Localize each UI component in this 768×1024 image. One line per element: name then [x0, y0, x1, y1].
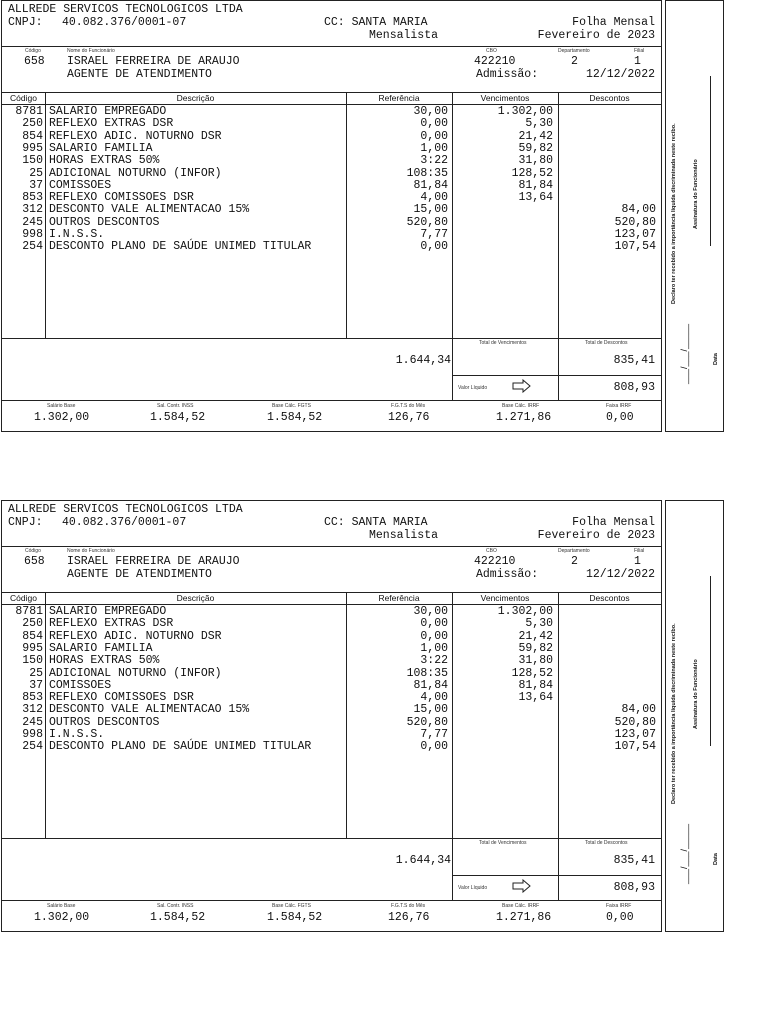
row-desc-cell: OUTROS DESCONTOS: [49, 715, 160, 729]
row-ref-cell: 0,00: [420, 129, 448, 143]
doc-type: Folha Mensal: [572, 516, 655, 529]
row-ref-cell: 81,84: [413, 678, 448, 692]
receipt-stub: [665, 0, 724, 432]
row-desc-cell: I.N.S.S.: [49, 228, 105, 241]
row-desc-cell: SALARIO FAMILIA: [49, 641, 153, 655]
row-ref-cell: 30,00: [413, 105, 448, 118]
fgts-base-label: Base Cálc. FGTS: [272, 403, 311, 409]
row-ref-cell: 3:22: [420, 654, 448, 668]
cnpj-label: CNPJ:: [8, 516, 43, 529]
row-ref-cell: 4,00: [420, 691, 448, 705]
total-deductions-value: 835,41: [613, 354, 655, 367]
row-ded-cell: 84,00: [621, 203, 656, 217]
irrf-range-label: Faixa IRRF: [606, 903, 632, 909]
inss-label: Sal. Contr. INSS: [157, 403, 194, 409]
row-earn-cell: 5,30: [525, 117, 553, 131]
fgts-base-label: Base Cálc. FGTS: [272, 903, 311, 909]
branch-value: 1: [634, 555, 641, 568]
row-ref-cell: 0,00: [420, 617, 448, 631]
row-desc-cell: ADICIONAL NOTURNO (INFOR): [49, 666, 222, 680]
row-earn-cell: 59,82: [518, 141, 553, 155]
col-earn-header: Vencimentos: [480, 93, 530, 103]
fgts-base-value: 1.584,52: [267, 911, 323, 924]
col-desc-header: Descrição: [176, 93, 215, 103]
col-code-header: Código: [10, 93, 37, 103]
row-ded-cell: 107,54: [614, 240, 656, 254]
cost-center: CC: SANTA MARIA: [324, 16, 428, 29]
row-desc-cell: REFLEXO COMISSOES DSR: [49, 691, 194, 705]
row-ref-cell: 1,00: [420, 641, 448, 655]
signature-label: Assinatura do Funcionário: [693, 159, 699, 229]
row-code-cell: 312: [22, 703, 43, 717]
col-ded-header: Descontos: [589, 593, 630, 603]
total-earnings-value: 1.644,34: [395, 354, 451, 367]
row-earn-cell: 13,64: [518, 691, 553, 705]
row-earn-cell: 5,30: [525, 617, 553, 631]
row-ref-cell: 15,00: [413, 203, 448, 217]
irrf-base-label: Base Cálc. IRRF: [502, 403, 540, 409]
payslip-1: [0, 0, 768, 432]
total-deductions-label: Total de Descontos: [585, 840, 628, 846]
row-desc-cell: DESCONTO VALE ALIMENTACAO 15%: [49, 703, 250, 717]
total-earnings-label: Total de Vencimentos: [479, 840, 527, 846]
row-code-cell: 150: [22, 154, 43, 168]
row-code-cell: 854: [22, 129, 43, 143]
receipt-stub: [665, 500, 724, 932]
total-deductions-label: Total de Descontos: [585, 340, 628, 346]
row-code-cell: 37: [29, 678, 43, 692]
row-desc-cell: DESCONTO PLANO DE SAÚDE UNIMED TITULAR: [49, 240, 312, 254]
row-desc-cell: SALARIO EMPREGADO: [49, 105, 167, 118]
code-label: Código: [25, 48, 41, 54]
col-earn-header: Vencimentos: [480, 593, 530, 603]
row-code-cell: 8781: [15, 105, 43, 118]
cbo-value: 422210: [474, 55, 516, 68]
row-ref-cell: 7,77: [420, 728, 448, 741]
row-earn-cell: 31,80: [518, 154, 553, 168]
fgts-month-value: 126,76: [388, 411, 430, 424]
row-code-cell: 245: [22, 215, 43, 229]
row-code-cell: 250: [22, 617, 43, 631]
row-earn-cell: 128,52: [511, 666, 553, 680]
fgts-month-label: F.G.T.S do Mês: [391, 403, 426, 409]
col-desc-header: Descrição: [176, 593, 215, 603]
doc-type: Folha Mensal: [572, 16, 655, 29]
branch-value: 1: [634, 55, 641, 68]
cnpj-value: 40.082.376/0001-07: [62, 16, 187, 29]
row-earn-cell: 21,42: [518, 129, 553, 143]
company-name: ALLREDE SERVICOS TECNOLOGICOS LTDA: [8, 503, 243, 516]
net-label: Valor Líquido: [458, 885, 488, 891]
total-earnings-value: 1.644,34: [395, 854, 451, 867]
employee-name: ISRAEL FERREIRA DE ARAUJO: [67, 555, 240, 568]
date-placeholder: ___/___/_____: [679, 823, 689, 884]
row-earn-cell: 21,42: [518, 629, 553, 643]
date-label: Data: [713, 853, 719, 865]
row-code-cell: 150: [22, 654, 43, 668]
branch-label: Filial: [634, 48, 645, 54]
admission-date: 12/12/2022: [585, 68, 655, 81]
row-code-cell: 37: [29, 178, 43, 192]
dept-value: 2: [571, 55, 578, 68]
row-desc-cell: REFLEXO EXTRAS DSR: [49, 617, 174, 631]
row-ref-cell: 0,00: [420, 117, 448, 131]
row-ref-cell: 0,00: [420, 240, 448, 254]
row-code-cell: 25: [29, 166, 43, 180]
row-desc-cell: ADICIONAL NOTURNO (INFOR): [49, 166, 222, 180]
row-desc-cell: SALARIO FAMILIA: [49, 141, 153, 155]
row-earn-cell: 81,84: [518, 178, 553, 192]
period: Fevereiro de 2023: [537, 29, 655, 42]
row-code-cell: 853: [22, 191, 43, 205]
row-code-cell: 254: [22, 240, 43, 254]
cnpj-value: 40.082.376/0001-07: [62, 516, 187, 529]
cnpj-label: CNPJ:: [8, 16, 43, 29]
base-salary-label: Salário Base: [47, 903, 76, 909]
row-code-cell: 312: [22, 203, 43, 217]
name-label: Nome do Funcionário: [67, 48, 115, 54]
cbo-label: CBO: [486, 48, 497, 54]
arrow-right-icon: [512, 379, 532, 393]
row-desc-cell: DESCONTO PLANO DE SAÚDE UNIMED TITULAR: [49, 740, 312, 754]
admission-date: 12/12/2022: [585, 568, 655, 581]
inss-value: 1.584,52: [150, 911, 206, 924]
irrf-range-value: 0,00: [606, 911, 634, 924]
net-label: Valor Líquido: [458, 385, 488, 391]
col-ded-header: Descontos: [589, 93, 630, 103]
fgts-base-value: 1.584,52: [267, 411, 323, 424]
row-desc-cell: COMISSOES: [49, 678, 112, 692]
row-ref-cell: 4,00: [420, 191, 448, 205]
irrf-range-value: 0,00: [606, 411, 634, 424]
row-ref-cell: 520,80: [406, 715, 448, 729]
payslip-main-panel: [1, 500, 662, 932]
employee-code: 658: [24, 555, 45, 568]
cbo-value: 422210: [474, 555, 516, 568]
category: Mensalista: [369, 29, 439, 42]
base-salary-value: 1.302,00: [34, 411, 90, 424]
payslip-2: [0, 500, 768, 932]
row-desc-cell: COMISSOES: [49, 178, 112, 192]
row-ref-cell: 1,00: [420, 141, 448, 155]
net-value: 808,93: [613, 881, 655, 894]
row-code-cell: 998: [22, 728, 43, 741]
base-salary-label: Salário Base: [47, 403, 76, 409]
row-desc-cell: SALARIO EMPREGADO: [49, 605, 167, 618]
row-earn-cell: 128,52: [511, 166, 553, 180]
total-deductions-value: 835,41: [613, 854, 655, 867]
row-desc-cell: DESCONTO VALE ALIMENTACAO 15%: [49, 203, 250, 217]
row-earn-cell: 1.302,00: [497, 105, 553, 118]
col-ref-header: Referência: [378, 93, 420, 103]
row-code-cell: 995: [22, 141, 43, 155]
cost-center: CC: SANTA MARIA: [324, 516, 428, 529]
irrf-base-value: 1.271,86: [496, 411, 552, 424]
row-ref-cell: 3:22: [420, 154, 448, 168]
row-ref-cell: 15,00: [413, 703, 448, 717]
row-code-cell: 998: [22, 228, 43, 241]
row-ded-cell: 84,00: [621, 703, 656, 717]
employee-role: AGENTE DE ATENDIMENTO: [67, 68, 212, 81]
code-label: Código: [25, 548, 41, 554]
row-desc-cell: OUTROS DESCONTOS: [49, 215, 160, 229]
row-desc-cell: HORAS EXTRAS 50%: [49, 154, 160, 168]
row-code-cell: 254: [22, 740, 43, 754]
row-earn-cell: 59,82: [518, 641, 553, 655]
row-earn-cell: 13,64: [518, 191, 553, 205]
net-value: 808,93: [613, 381, 655, 394]
row-earn-cell: 1.302,00: [497, 605, 553, 618]
row-ref-cell: 108:35: [406, 666, 448, 680]
fgts-month-value: 126,76: [388, 911, 430, 924]
col-ref-header: Referência: [378, 593, 420, 603]
row-ref-cell: 108:35: [406, 166, 448, 180]
row-desc-cell: I.N.S.S.: [49, 728, 105, 741]
admission-label: Admissão:: [476, 68, 539, 81]
row-earn-cell: 81,84: [518, 678, 553, 692]
total-earnings-label: Total de Vencimentos: [479, 340, 527, 346]
row-ded-cell: 520,80: [614, 215, 656, 229]
name-label: Nome do Funcionário: [67, 548, 115, 554]
period: Fevereiro de 2023: [537, 529, 655, 542]
inss-label: Sal. Contr. INSS: [157, 903, 194, 909]
dept-label: Departamento: [558, 548, 590, 554]
base-salary-value: 1.302,00: [34, 911, 90, 924]
row-code-cell: 250: [22, 117, 43, 131]
employee-code: 658: [24, 55, 45, 68]
irrf-base-label: Base Cálc. IRRF: [502, 903, 540, 909]
company-name: ALLREDE SERVICOS TECNOLOGICOS LTDA: [8, 3, 243, 16]
dept-label: Departamento: [558, 48, 590, 54]
row-code-cell: 8781: [15, 605, 43, 618]
employee-role: AGENTE DE ATENDIMENTO: [67, 568, 212, 581]
row-code-cell: 854: [22, 629, 43, 643]
row-desc-cell: HORAS EXTRAS 50%: [49, 654, 160, 668]
admission-label: Admissão:: [476, 568, 539, 581]
declaration-text: Declaro ter recebido a importância líquida discriminada neste recibo.: [671, 123, 677, 304]
row-ref-cell: 520,80: [406, 215, 448, 229]
cbo-label: CBO: [486, 548, 497, 554]
row-ref-cell: 0,00: [420, 629, 448, 643]
fgts-month-label: F.G.T.S do Mês: [391, 903, 426, 909]
inss-value: 1.584,52: [150, 411, 206, 424]
row-desc-cell: REFLEXO ADIC. NOTURNO DSR: [49, 629, 222, 643]
col-code-header: Código: [10, 593, 37, 603]
payslip-main-panel: [1, 0, 662, 432]
row-ref-cell: 81,84: [413, 178, 448, 192]
row-code-cell: 853: [22, 691, 43, 705]
row-code-cell: 245: [22, 715, 43, 729]
arrow-right-icon: [512, 879, 532, 893]
row-earn-cell: 31,80: [518, 654, 553, 668]
row-desc-cell: REFLEXO COMISSOES DSR: [49, 191, 194, 205]
row-ref-cell: 30,00: [413, 605, 448, 618]
row-code-cell: 25: [29, 666, 43, 680]
row-desc-cell: REFLEXO EXTRAS DSR: [49, 117, 174, 131]
row-ded-cell: 123,07: [614, 728, 656, 741]
row-code-cell: 995: [22, 641, 43, 655]
row-desc-cell: REFLEXO ADIC. NOTURNO DSR: [49, 129, 222, 143]
row-ded-cell: 123,07: [614, 228, 656, 241]
date-placeholder: ___/___/_____: [679, 323, 689, 384]
row-ded-cell: 520,80: [614, 715, 656, 729]
declaration-text: Declaro ter recebido a importância líquida discriminada neste recibo.: [671, 623, 677, 804]
employee-name: ISRAEL FERREIRA DE ARAUJO: [67, 55, 240, 68]
irrf-range-label: Faixa IRRF: [606, 403, 632, 409]
signature-label: Assinatura do Funcionário: [693, 659, 699, 729]
date-label: Data: [713, 353, 719, 365]
row-ded-cell: 107,54: [614, 740, 656, 754]
branch-label: Filial: [634, 548, 645, 554]
category: Mensalista: [369, 529, 439, 542]
row-ref-cell: 0,00: [420, 740, 448, 754]
irrf-base-value: 1.271,86: [496, 911, 552, 924]
dept-value: 2: [571, 555, 578, 568]
row-ref-cell: 7,77: [420, 228, 448, 241]
